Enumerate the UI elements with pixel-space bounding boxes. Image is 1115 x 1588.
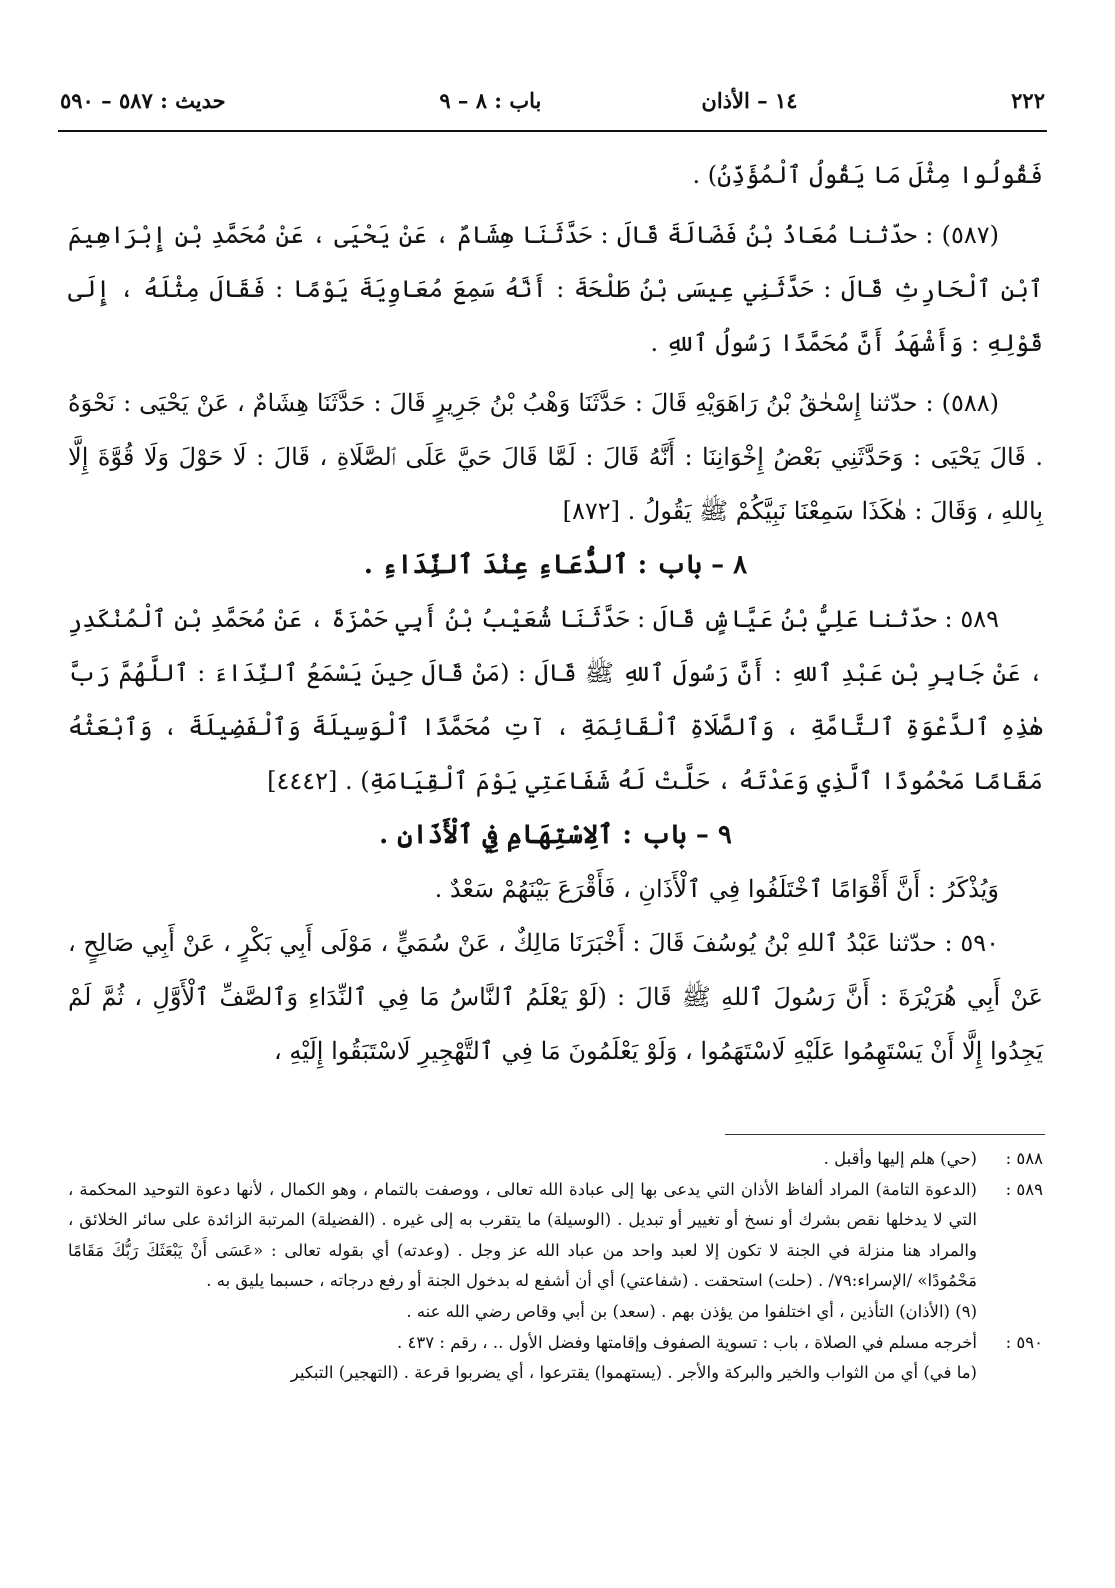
chapter-title: ١٤ – الأذان xyxy=(701,87,798,113)
bab-range: باب : ٨ – ٩ xyxy=(439,87,542,113)
header-middle xyxy=(439,88,797,113)
continuation-line: فَقُولُوا مِثْلَ مَا يَقُولُ ٱلْمُؤَذِّنُ) . xyxy=(692,161,1043,189)
footnote-divider xyxy=(725,1134,1045,1135)
hadith-590: ٥٩٠ : حدّثنا عَبْدُ ٱللهِ بْنُ يُوسُفَ قَالَ : أَخْبَرَنَا مَالِكٌ ، عَنْ سُمَيٍّ ، مَوْلَى أَبِي بَكْرٍ ، عَنْ أَبِي صَالِحٍ ، عَنْ أَبِي هُرَيْرَةَ : أَنَّ رَسُولَ ٱللهِ ﷺ قَالَ : (لَوْ يَعْلَمُ ٱلنَّاسُ مَا فِي ٱلنِّدَاءِ وَٱلصَّفِّ ٱلْأَوَّلِ ، ثُمَّ لَمْ يَجِدُوا إِلَّا أَنْ يَسْتَهِمُوا عَلَيْهِ لَاسْتَهَمُوا ، وَلَوْ يَعْلَمُونَ مَا فِي ٱلتَّهْجِيرِ لَاسْتَبَقُوا إِلَيْهِ ، xyxy=(68,929,1043,1065)
chapter-heading-8: ٨ – باب : ٱلدُّعَاءِ عِنْدَ ٱلنِّدَاءِ . xyxy=(363,550,748,580)
footnote-number: ٥٨٨ : xyxy=(1005,1149,1043,1168)
page-header xyxy=(60,80,1045,120)
main-text xyxy=(68,148,1043,1078)
footnote-text: (٩) (الأذان) التأذين ، أي اختلفوا من يؤذن بهم . (سعد) بن أبي وقاص رضي الله عنه . xyxy=(406,1301,977,1321)
footnote-text: (ما في) أي من الثواب والخير والبركة والأجر . (يستهموا) يقترعوا ، أي يضربوا قرعة . (التهجير) التبكير xyxy=(290,1363,977,1383)
chapter-9-note: وَيُذْكَرُ : أَنَّ أَقْوَامًا ٱخْتَلَفُوا فِي ٱلْأَذَانِ ، فَأَقْرَعَ بَيْنَهُمْ سَعْدٌ . xyxy=(434,875,999,903)
hadith-589: ٥٨٩ : حدّثنا عَلِيُّ بْنُ عَيَّاشٍ قَالَ : حَدَّثَنَا شُعَيْبُ بْنُ أَبِي حَمْزَةَ ، عَنْ مُحَمَّدِ بْنِ ٱلْمُنْكَدِرِ ، عَنْ جَابِرِ بْنِ عَبْدِ ٱللهِ : أَنَّ رَسُولَ ٱللهِ ﷺ قَالَ : (مَنْ قَالَ حِينَ يَسْمَعُ ٱلنِّدَاءَ : ٱللَّهُمَّ رَبَّ هٰذِهِ ٱلدَّعْوَةِ ٱلتَّامَّةِ ، وَٱلصَّلَاةِ ٱلْقَائِمَةِ ، آتِ مُحَمَّدًا ٱلْوَسِيلَةَ وَٱلْفَضِيلَةَ ، وَٱبْعَثْهُ مَقَامًا مَحْمُودًا ٱلَّذِي وَعَدْتَهُ ، حَلَّتْ لَهُ شَفَاعَتِي يَوْمَ ٱلْقِيَامَةِ) . [٤٤٤٢] xyxy=(68,605,1043,795)
chapter-heading-9: ٩ – باب : ٱلِاسْتِهَامِ فِي ٱلْأَذَانِ . xyxy=(379,820,732,850)
footnote-590 xyxy=(68,1328,1043,1389)
footnote-number: ٥٨٩ : xyxy=(1005,1179,1043,1199)
footnote-text: (الدعوة التامة) المراد ألفاظ الأذان التي يدعى بها إلى عبادة الله تعالى ، ووصفت بالتمام ، وهو الكمال ، لأنها دعوة التوحيد المحكمة ، التي لا يدخلها نقص بشرك أو نسخ أو تغيير أو تبديل . (الوسيلة) ما يتقرب به إلى غيره . (الفضيلة) المرتبة الزائدة على سائر الخلائق ، والمراد هنا منزلة في الجنة لا تكون إلا لعبد واحد من عباد الله عز وجل . (وعدته) أي بقوله تعالى : «عَسَى أَنْ يَبْعَثَكَ رَبُّكَ مَقَامًا مَحْمُودًا» /الإسراء:٧٩/ . (حلت) استحقت . (شفاعتي) أي أن أشفع له بدخول الجنة أو رفع درجاته ، حسبما يليق به . xyxy=(68,1179,977,1291)
footnote-text: أخرجه مسلم في الصلاة ، باب : تسوية الصفوف وإقامتها وفضل الأول .. ، رقم : ٤٣٧ . xyxy=(397,1332,977,1352)
hadith-587: (٥٨٧) : حدّثنا مُعَاذُ بْنُ فَضَالَةَ قَالَ : حَدَّثَنَا هِشَامٌ ، عَنْ يَحْيَى ، عَنْ مُحَمَّدِ بْنِ إِبْرَاهِيمَ ٱبْنِ ٱلْحَارِثِ قَالَ : حَدَّثَنِي عِيسَى بْنُ طَلْحَةَ : أَنَّهُ سَمِعَ مُعَاوِيَةَ يَوْمًا : فَقَالَ مِثْلَهُ ، إِلَى قَوْلِهِ : وَأَشْهَدُ أَنَّ مُحَمَّدًا رَسُولُ ٱللهِ . xyxy=(68,221,1043,357)
hadith-588: (٥٨٨) : حدّثنا إِسْحٰقُ بْنُ رَاهَوَيْهِ قَالَ : حَدَّثَنَا وَهْبُ بْنُ جَرِيرٍ قَالَ : حَدَّثَنَا هِشَامٌ ، عَنْ يَحْيَى : نَحْوَهُ . قَالَ يَحْيَى : وَحَدَّثَنِي بَعْضُ إِخْوَانِنَا : أَنَّهُ قَالَ : لَمَّا قَالَ حَيَّ عَلَى ٱلصَّلَاةِ ، قَالَ : لَا حَوْلَ وَلَا قُوَّةَ إِلَّا بِاللهِ ، وَقَالَ : هٰكَذَا سَمِعْنَا نَبِيَّكُمْ ﷺ يَقُولُ . [٨٧٢] xyxy=(68,389,1043,525)
header-divider xyxy=(58,130,1047,132)
page-number: ٢٢٢ xyxy=(1011,87,1045,113)
footnotes xyxy=(68,1144,1043,1389)
footnote-589 xyxy=(68,1175,1043,1328)
footnote-text: (حي) هلم إليها وأقبل . xyxy=(823,1149,977,1168)
hadith-range: حديث : ٥٨٧ – ٥٩٠ xyxy=(60,87,226,113)
footnote-588 xyxy=(68,1144,1043,1175)
footnote-number: ٥٩٠ : xyxy=(1005,1332,1043,1352)
